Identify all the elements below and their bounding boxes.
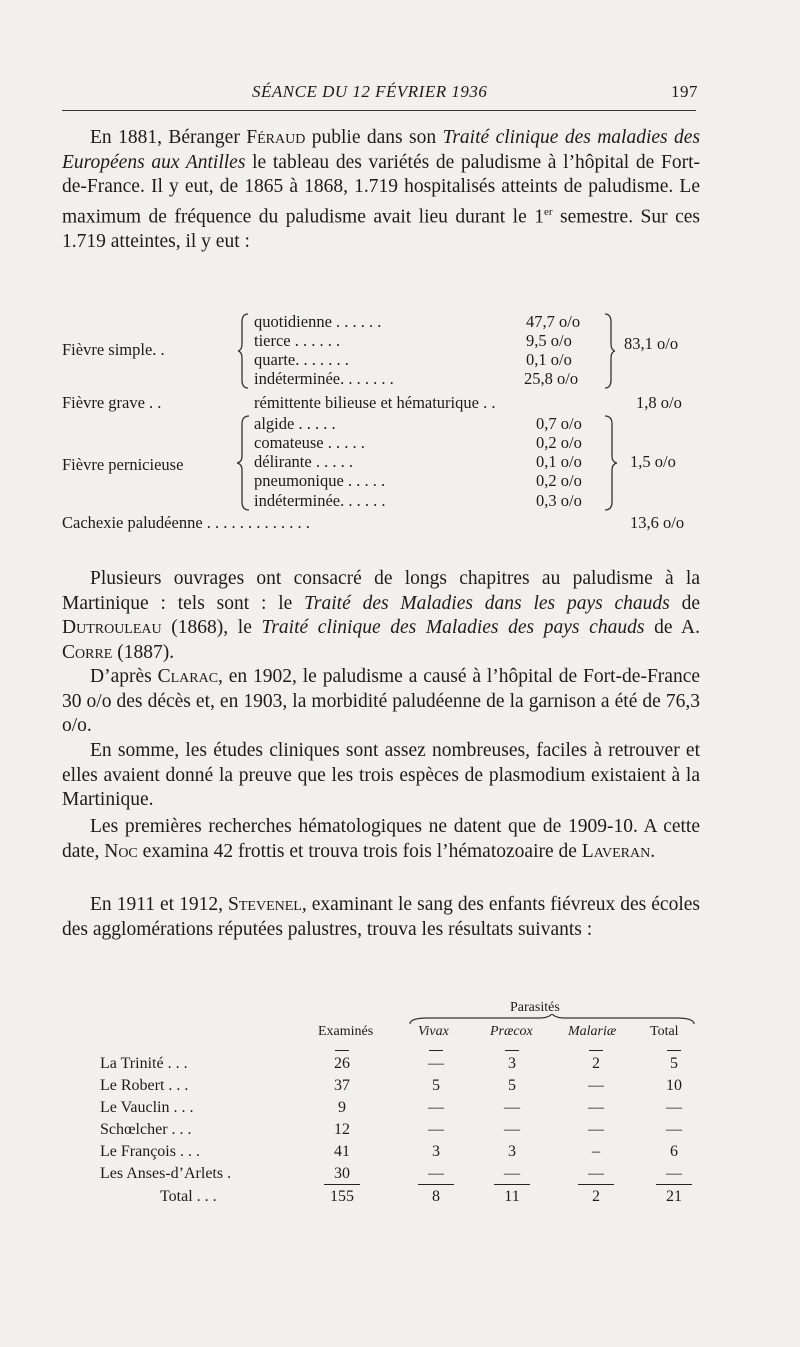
- column-header: Vivax: [418, 1024, 449, 1039]
- paragraph-noc: Les premières recherches hématologiques ne datent que de 1909-10. A cette date, Noc examina 42 frottis et trouva trois fois l’hématozoaire de Laveran.: [62, 816, 700, 862]
- fever-type-value: 9,5 o/o: [526, 331, 572, 350]
- table-cell: 5: [670, 1055, 678, 1072]
- table-cell: –: [592, 1143, 600, 1160]
- intro-paragraph: En 1881, Béranger Féraud publie dans son Traité clinique des maladies des Européens aux Antilles le tableau des variétés de paludisme à l’hôpital de Fort-de-France. Il y eut, de 1865 à 1868, 1.719 hospitalisés atteints de paludisme. Le maximum de fréquence du paludisme avait lieu durant le 1er semestre. Sur ces 1.719 atteintes, il y eut :: [62, 127, 701, 252]
- total-cell: 2: [592, 1188, 600, 1205]
- fever-type-value: 0,3 o/o: [536, 491, 582, 510]
- table-cell: —: [504, 1121, 520, 1138]
- fever-pernicieuse-total: 1,5 o/o: [630, 452, 676, 471]
- header-dash: [589, 1050, 603, 1051]
- fever-pernicieuse-label: Fièvre pernicieuse: [62, 455, 184, 474]
- fever-simple-label: Fièvre simple. .: [62, 340, 165, 359]
- column-header: Total: [650, 1024, 679, 1039]
- row-label: Les Anses-d’Arlets .: [100, 1165, 232, 1182]
- total-rule: [656, 1184, 692, 1185]
- work-title: Traité clinique des maladies des Européens aux Antilles: [62, 127, 701, 173]
- column-header: Præcox: [490, 1024, 533, 1039]
- header-dash: [429, 1050, 443, 1051]
- header-dash: [505, 1050, 519, 1051]
- fever-type-label: comateuse . . . . .: [254, 433, 365, 452]
- fever-type-value: 0,1 o/o: [526, 350, 572, 369]
- table-cell: —: [428, 1165, 444, 1182]
- table-cell: 10: [666, 1077, 682, 1094]
- row-label: Le François . . .: [100, 1143, 200, 1160]
- right-brace: [603, 312, 615, 390]
- table-cell: 5: [508, 1077, 516, 1094]
- right-brace: [603, 414, 617, 512]
- paragraph-stevenel: En 1911 et 1912, Stevenel, examinant le sang des enfants fiévreux des écoles des agglomérations réputées palustres, trouva les résultats suivants :: [62, 894, 700, 940]
- total-rule: [578, 1184, 614, 1185]
- left-brace: [237, 414, 251, 512]
- fever-type-label: quarte. . . . . . .: [254, 350, 349, 369]
- fever-type-value: 0,7 o/o: [536, 414, 582, 433]
- header-title: SÉANCE DU 12 FÉVRIER 1936: [252, 82, 488, 101]
- total-cell: 11: [504, 1188, 520, 1205]
- fever-type-label: tierce . . . . . .: [254, 331, 341, 350]
- total-rule: [418, 1184, 454, 1185]
- fever-type-value: 0,2 o/o: [536, 433, 582, 452]
- fever-type-label: algide . . . . .: [254, 414, 336, 433]
- table-cell: 30: [334, 1165, 350, 1182]
- table-cell: —: [666, 1099, 682, 1116]
- table-cell: —: [588, 1077, 604, 1094]
- total-cell: 8: [432, 1188, 440, 1205]
- table-cell: 12: [334, 1121, 350, 1138]
- fever-simple-total: 83,1 o/o: [624, 334, 679, 353]
- total-rule: [324, 1184, 360, 1185]
- table-cell: —: [428, 1055, 444, 1072]
- fever-type-label: délirante . . . . .: [254, 452, 353, 471]
- table-cell: 5: [432, 1077, 440, 1094]
- table-cell: —: [428, 1099, 444, 1116]
- cachexie-label: Cachexie paludéenne . . . . . . . . . . . . .: [62, 513, 310, 532]
- table-cell: 41: [334, 1143, 350, 1160]
- header-rule: [62, 110, 696, 111]
- table-cell: 26: [334, 1055, 350, 1072]
- row-label: Schœlcher . . .: [100, 1121, 192, 1138]
- table-cell: —: [504, 1165, 520, 1182]
- header-dash: [335, 1050, 349, 1051]
- column-header: Malariæ: [568, 1024, 617, 1039]
- fever-type-label: pneumonique . . . . .: [254, 471, 386, 490]
- fever-grave-text: rémittente bilieuse et hématurique . .: [254, 393, 496, 412]
- total-cell: 21: [666, 1188, 682, 1205]
- fever-type-value: 47,7 o/o: [526, 312, 581, 331]
- total-label: Total . . .: [160, 1188, 217, 1205]
- fever-type-value: 0,1 o/o: [536, 452, 582, 471]
- table-cell: —: [666, 1165, 682, 1182]
- table-cell: —: [666, 1121, 682, 1138]
- table-cell: 3: [432, 1143, 440, 1160]
- column-header: Examinés: [318, 1024, 374, 1039]
- fever-grave-total: 1,8 o/o: [636, 393, 682, 412]
- table-cell: 37: [334, 1077, 350, 1094]
- left-brace: [238, 312, 250, 390]
- table-cell: 3: [508, 1143, 516, 1160]
- row-label: Le Robert . . .: [100, 1077, 189, 1094]
- fever-type-label: quotidienne . . . . . .: [254, 312, 382, 331]
- table-cell: 9: [338, 1099, 346, 1116]
- fever-type-value: 0,2 o/o: [536, 471, 582, 490]
- row-label: Le Vauclin . . .: [100, 1099, 194, 1116]
- cachexie-total: 13,6 o/o: [630, 513, 685, 532]
- parasites-header: Parasités: [510, 1000, 560, 1015]
- row-label: La Trinité . . .: [100, 1055, 188, 1072]
- table-cell: —: [588, 1121, 604, 1138]
- paragraph-clarac: D’après Clarac, en 1902, le paludisme a causé à l’hôpital de Fort-de-France 30 o/o des décès et, en 1903, la morbidité paludéenne de la garnison a été de 76,3 o/o.: [62, 666, 701, 736]
- author-name: Féraud: [246, 127, 306, 148]
- paragraph-en-somme: En somme, les études cliniques sont assez nombreuses, faciles à retrouver et elles avaient donné la preuve que les trois espèces de plasmodium existaient à la Martinique.: [62, 740, 700, 810]
- fever-type-value: 25,8 o/o: [524, 369, 579, 388]
- header-dash: [667, 1050, 681, 1051]
- table-cell: 3: [508, 1055, 516, 1072]
- running-header: [62, 82, 698, 108]
- total-cell: 155: [330, 1188, 354, 1205]
- table-cell: —: [504, 1099, 520, 1116]
- fever-type-label: indéterminée. . . . . .: [254, 491, 386, 510]
- page-number: 197: [671, 82, 698, 101]
- table-cell: —: [428, 1121, 444, 1138]
- total-rule: [494, 1184, 530, 1185]
- table-cell: —: [588, 1165, 604, 1182]
- fever-type-label: indéterminée. . . . . . .: [254, 369, 394, 388]
- fever-grave-label: Fièvre grave . .: [62, 393, 162, 412]
- table-cell: —: [588, 1099, 604, 1116]
- table-cell: 2: [592, 1055, 600, 1072]
- table-cell: 6: [670, 1143, 678, 1160]
- paragraph-ouvrages: Plusieurs ouvrages ont consacré de longs chapitres au paludisme à la Martinique : tels sont : le Traité des Maladies dans les pays chauds de Dutrouleau (1868), le Traité clinique des Maladies des pays chauds de A. Corre (1887).: [62, 568, 701, 663]
